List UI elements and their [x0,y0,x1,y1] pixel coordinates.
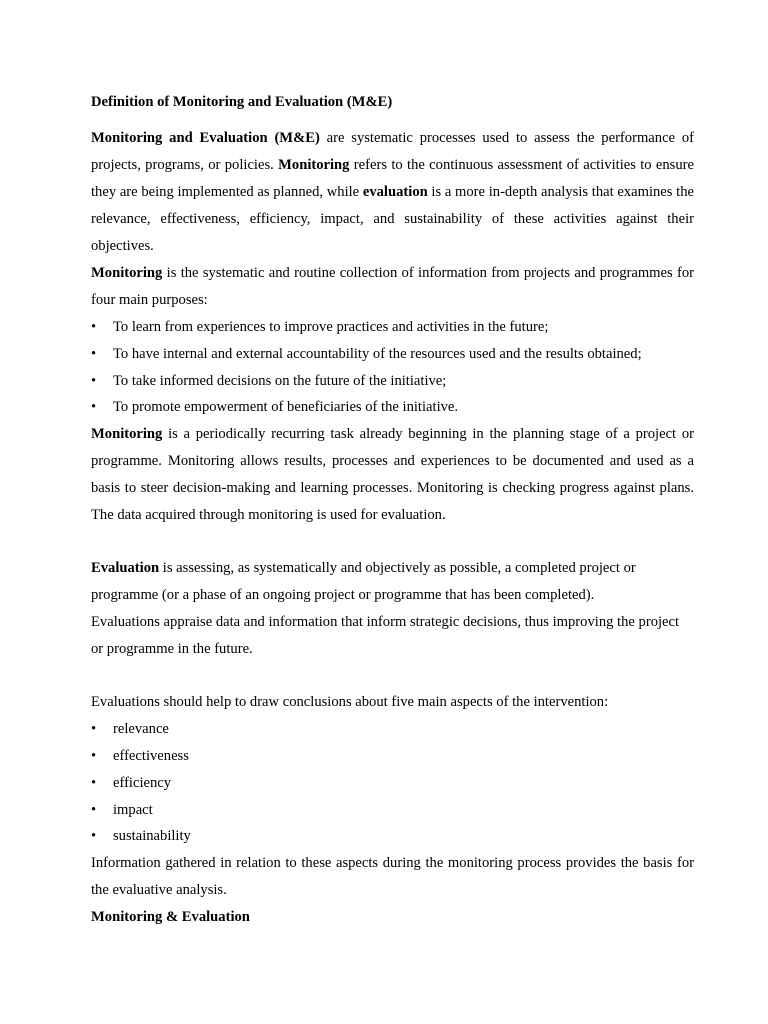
paragraph-five-aspects: Evaluations should help to draw conclusions about five main aspects of the intervention: [91,694,609,711]
paragraph-text: is the systematic and routine collection of information from projects and programmes for four main purposes: [91,265,694,308]
bold-term: evaluation [362,184,428,200]
bullet-icon: • [91,801,97,818]
bold-term: Monitoring [91,426,163,443]
list-item-text: effectiveness [113,747,189,764]
bullet-icon: • [91,319,97,335]
paragraph-text: is assessing, as systematically and objectively as possible, a completed project or programme (or a phase of an ongoing project or programme that has been completed). [91,560,636,604]
bullet-icon: • [91,721,97,738]
bullet-icon: • [91,828,97,845]
paragraph-evaluation [91,555,694,609]
paragraph-text: refers to the continuous assessment of activities to ensure they are being implemented as planned, while [91,157,694,200]
document-title: Definition of Monitoring and Evaluation (M&E) [91,94,393,110]
list-item [91,743,694,770]
purposes-list [91,314,694,421]
list-item [91,770,694,797]
list-item-text: To promote empowerment of beneficiaries of the initiative. [113,399,459,416]
bullet-icon: • [91,747,97,764]
list-item-text: relevance [113,721,169,738]
list-item [91,394,694,421]
paragraph-definition [91,125,694,260]
list-item [91,716,694,743]
paragraph-text: is a more in-depth analysis that examines the relevance, effectiveness, efficiency, impact, and sustainability of these activities against their objectives. [91,184,694,254]
list-item-text: impact [113,801,153,818]
paragraph-evaluations-appraise: Evaluations appraise data and information that inform strategic decisions, thus improving the project or programme in the future. [91,614,680,658]
list-item-text: To take informed decisions on the future of the initiative; [113,372,447,389]
paragraph-text: is a periodically recurring task already beginning in the planning stage of a project or programme. Monitoring allows results, processes and experiences to be documented and used as a basis to steer decision-making and learning processes. Monitoring is checking progress against plans. The data acquired through monitoring is used for evaluation. [91,426,694,524]
bullet-icon: • [91,774,97,791]
list-item [91,341,694,368]
bold-term: Evaluation [91,560,160,577]
bold-term: Monitoring [278,157,350,173]
spacer [91,529,694,555]
list-item-text: sustainability [113,828,191,845]
paragraph-information-gathered: Information gathered in relation to these aspects during the monitoring process provides the basis for the evaluative analysis. [91,855,694,899]
bullet-icon: • [91,372,97,389]
list-item-text: To learn from experiences to improve practices and activities in the future; [113,319,549,335]
list-item [91,368,694,395]
list-item [91,823,694,850]
list-item [91,797,694,824]
paragraph-text: are systematic processes used to assess the performance of projects, programs, or policies. [91,130,694,173]
paragraph-monitoring-task [91,421,694,529]
bullet-icon: • [91,345,97,362]
spacer [91,663,694,689]
paragraph-monitoring-purposes [91,260,694,314]
document-body [91,89,694,931]
bold-term: Monitoring and Evaluation (M&E) [91,130,320,146]
list-item [91,314,694,341]
aspects-list [91,716,694,850]
list-item-text: To have internal and external accountability of the resources used and the results obtained; [113,345,642,362]
bold-term: Monitoring [91,265,163,281]
list-item-text: efficiency [113,774,172,791]
bullet-icon: • [91,399,97,416]
section-heading: Monitoring & Evaluation [91,909,250,926]
